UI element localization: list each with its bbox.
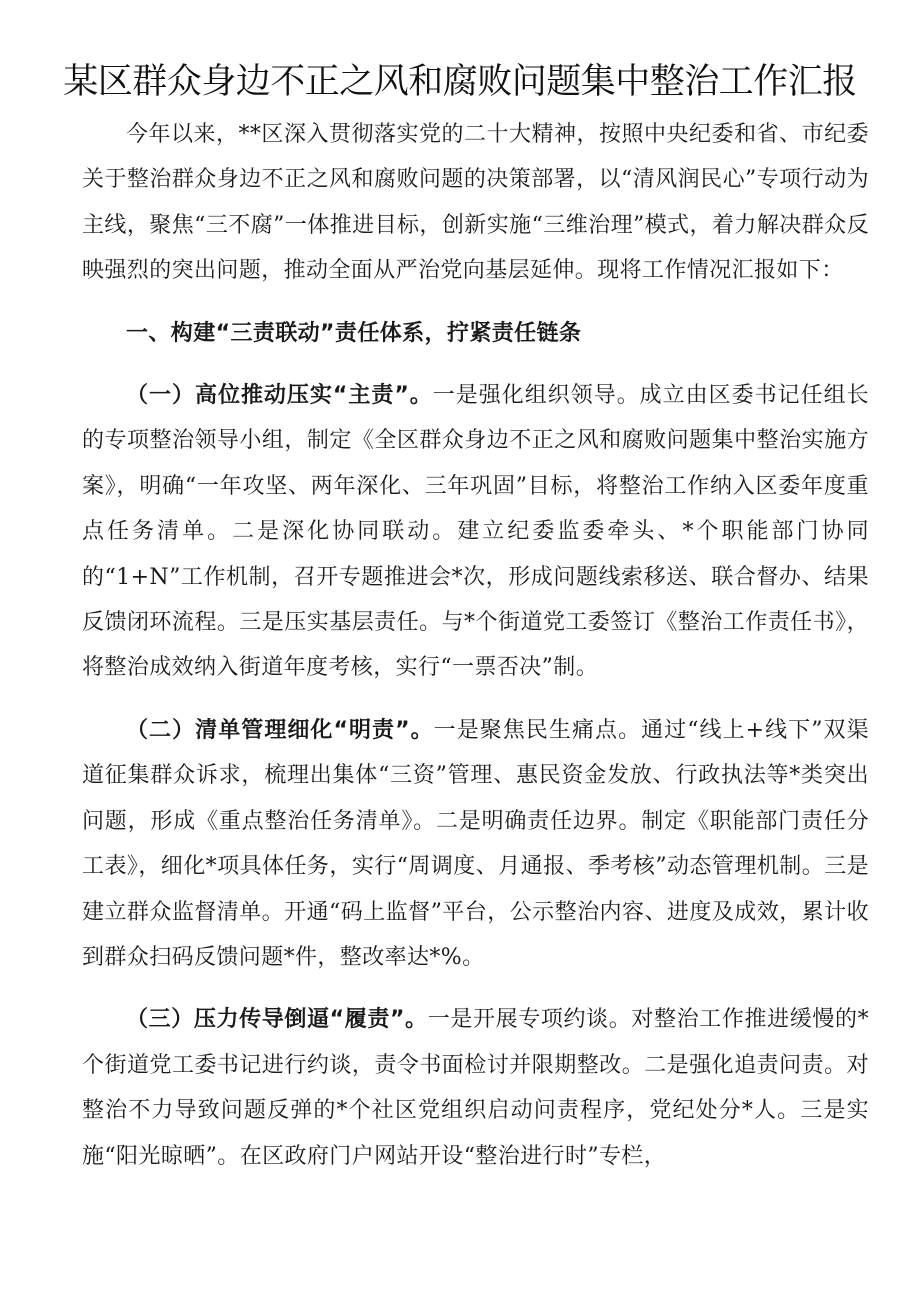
subsection-lead-1: （一）高位推动压实“主责”。 [126, 383, 433, 409]
subsection-paragraph-3 [82, 997, 869, 1179]
subsection-lead-3: （三）压力传导倒逼“履责”。 [126, 1007, 428, 1033]
document-body [82, 112, 869, 1179]
subsection-paragraph-2 [82, 708, 869, 980]
subsection-text-1: 一是强化组织领导。成立由区委书记任组长的专项整治领导小组，制定《全区群众身边不正之风和腐败问题集中整治实施方案》，明确“一年攻坚、两年深化、三年巩固”目标，将整治工作纳入区委年度重点任务清单。二是深化协同联动。建立纪委监委牵头、*个职能部门协同的“1+N”工作机制，召开专题推进会*次，形成问题线索移送、联合督办、结果反馈闭环流程。三是压实基层责任。与*个街道党工委签订《整治工作责任书》，将整治成效纳入街道年度考核，实行“一票否决”制。 [82, 383, 869, 681]
subsection-text-2: 一是聚焦民生痛点。通过“线上+线下”双渠道征集群众诉求，梳理出集体“三资”管理、惠民资金发放、行政执法等*类突出问题，形成《重点整治任务清单》。二是明确责任边界。制定《职能部门责任分工表》，细化*项具体任务，实行“周调度、月通报、季考核”动态管理机制。三是建立群众监督清单。开通“码上监督”平台，公示整治内容、进度及成效，累计收到群众扫码反馈问题*件，整改率达*%。 [82, 717, 869, 970]
subsection-paragraph-1 [82, 373, 869, 691]
subsection-text-3: 一是开展专项约谈。对整治工作推进缓慢的*个街道党工委书记进行约谈，责令书面检讨并限期整改。二是强化追责问责。对整治不力导致问题反弹的*个社区党组织启动问责程序，党纪处分*人。三是实施“阳光晾晒”。在区政府门户网站开设“整治进行时”专栏， [82, 1007, 869, 1169]
subsection-lead-2: （二）清单管理细化“明责”。 [126, 717, 434, 743]
section-heading: 一、构建“三责联动”责任体系，拧紧责任链条 [126, 320, 582, 346]
document-title: 某区群众身边不正之风和腐败问题集中整治工作汇报 [63, 62, 857, 102]
intro-paragraph: 今年以来，**区深入贯彻落实党的二十大精神，按照中央纪委和省、市纪委关于整治群众身边不正之风和腐败问题的决策部署，以“清风润民心”专项行动为主线，聚焦“三不腐”一体推进目标，创新实施“三维治理”模式，着力解决群众反映强烈的突出问题，推动全面从严治党向基层延伸。现将工作情况汇报如下： [82, 122, 869, 284]
